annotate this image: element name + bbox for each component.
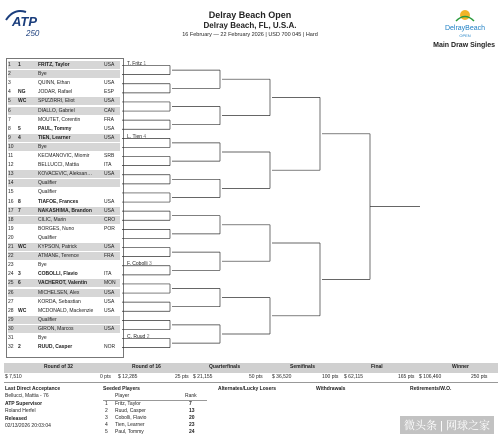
- player-country: USA: [104, 62, 115, 68]
- player-name: TIEN, Learner: [38, 134, 71, 141]
- draw-number: 32: [8, 344, 14, 351]
- player-country: SRB: [104, 153, 115, 159]
- player-country: ITA: [104, 162, 112, 169]
- seed-player: Cobolli, Flavio: [115, 415, 147, 421]
- prize-f: $ 62,115: [344, 374, 364, 380]
- player-name: Bye: [38, 262, 47, 269]
- player-country: USA: [104, 198, 115, 205]
- draw-number: 20: [8, 234, 14, 241]
- draw-seed: 7: [18, 207, 21, 214]
- draw-number: 10: [8, 143, 14, 150]
- player-name: KOVACEVIC, Aleksan…: [38, 171, 93, 178]
- draw-seed: 6: [18, 280, 21, 287]
- player-name: KECMANOVIC, Miomir: [38, 153, 90, 159]
- draw-number: 22: [8, 253, 14, 260]
- player-name: KORDA, Sebastian: [38, 298, 81, 305]
- seeded-title: Seeded Players: [103, 386, 140, 392]
- delray-logo-text: DelrayBeach: [444, 25, 486, 32]
- player-country: USA: [104, 134, 115, 141]
- watermark: 微头条 | 网球之家: [400, 416, 494, 434]
- player-name: SPIZZIRRI, Eliot: [38, 98, 75, 105]
- draw-number: 13: [8, 171, 14, 178]
- draw-seed: 8: [18, 198, 21, 205]
- retirements-title: Retirements/W.O.: [410, 386, 452, 392]
- player-name: MICHELSEN, Alex: [38, 289, 80, 296]
- seeded-row: [103, 422, 207, 429]
- player-name: MCDONALD, Mackenzie: [38, 307, 94, 314]
- player-name: DIALLO, Gabriel: [38, 107, 75, 114]
- player-name: Qualifier: [38, 234, 57, 241]
- draw-number: 4: [8, 89, 11, 96]
- draw-number: 3: [8, 80, 11, 87]
- player-country: NOR: [104, 344, 116, 351]
- player-country: CRO: [104, 216, 116, 223]
- seed-rank: 20: [189, 415, 195, 421]
- atp-logo-text: ATP: [12, 14, 38, 29]
- draw-seed: WC: [18, 307, 27, 314]
- r2-winner-1: T. Fritz 1: [127, 61, 147, 67]
- player-name: MOUTET, Corentin: [38, 116, 81, 123]
- player-name: ATMANE, Terence: [38, 253, 79, 260]
- seed-number: 2: [105, 408, 108, 414]
- points-sf: 100 pts: [322, 374, 339, 380]
- released-title: Released: [5, 416, 27, 422]
- seed-player: Paul, Tommy: [115, 429, 144, 435]
- points-f: 165 pts: [398, 374, 415, 380]
- alternates-title: Alternates/Lucky Losers: [218, 386, 277, 392]
- round-header-w: Winner: [452, 364, 469, 370]
- draw-number: 12: [8, 162, 14, 169]
- prize-r32: $ 7,510: [5, 374, 22, 380]
- player-name: KYPSON, Patrick: [38, 244, 77, 250]
- prize-sf: $ 36,520: [272, 374, 292, 380]
- rounds-bar: [4, 363, 498, 373]
- player-country: USA: [104, 325, 115, 332]
- tournament-location: Delray Beach, FL, U.S.A.: [203, 21, 297, 30]
- seed-rank: 7: [189, 401, 192, 407]
- seeded-row: [103, 401, 207, 408]
- draw-seed: 4: [18, 134, 21, 141]
- draw-number: 28: [8, 307, 14, 314]
- draw-seed: NG: [18, 89, 26, 96]
- seed-player: Tien, Learner: [115, 422, 145, 428]
- player-name: BELLUCCI, Mattia: [38, 162, 79, 169]
- player-country: USA: [104, 207, 115, 214]
- atp-logo-250: 250: [26, 29, 40, 38]
- draw-seed: WC: [18, 98, 27, 105]
- player-name: COBOLLI, Flavio: [38, 271, 78, 278]
- r2-winner-2: L. Tien 4: [127, 134, 147, 140]
- seed-rank: 24: [189, 429, 195, 435]
- draw-number: 8: [8, 125, 11, 132]
- player-country: USA: [104, 244, 115, 250]
- player-country: CAN: [104, 107, 115, 114]
- draw-number: 30: [8, 325, 14, 332]
- player-country: USA: [104, 98, 115, 105]
- draw-seed: 1: [18, 62, 21, 68]
- draw-number: 14: [8, 180, 14, 187]
- player-country: USA: [104, 171, 115, 178]
- player-name: RUUD, Casper: [38, 344, 73, 351]
- draw-number: 21: [8, 244, 14, 250]
- points-r32: 0 pts: [100, 374, 111, 380]
- seed-number: 5: [105, 429, 108, 435]
- seed-number: 1: [105, 401, 108, 407]
- player-name: CILIC, Marin: [38, 216, 67, 223]
- section-title: Main Draw Singles: [433, 42, 495, 49]
- round-header-r32: Round of 32: [44, 364, 73, 370]
- seeded-header: [103, 393, 207, 401]
- round-header-qf: Quarterfinals: [209, 364, 241, 370]
- draw-number: 5: [8, 98, 11, 105]
- draw-number: 2: [8, 71, 11, 78]
- player-name: Bye: [38, 71, 47, 78]
- player-name: Bye: [38, 143, 47, 150]
- draw-number: 24: [8, 271, 14, 278]
- draw-number: 15: [8, 189, 14, 196]
- lda-title: Last Direct Acceptance: [5, 386, 61, 392]
- released-value: 02/13/2026 20:03:04: [5, 423, 51, 429]
- player-name: QUINN, Ethan: [38, 80, 70, 87]
- prize-w: $ 106,460: [419, 374, 442, 380]
- divider: [4, 382, 498, 383]
- round-header-f: Final: [371, 364, 383, 370]
- draw-number: 29: [8, 316, 14, 323]
- draw-number: 11: [8, 153, 14, 159]
- player-country: USA: [104, 289, 115, 296]
- player-country: MON: [104, 280, 116, 287]
- draw-number: 1: [8, 62, 11, 68]
- seeded-row: [103, 415, 207, 422]
- seeded-col-rank: Rank: [185, 393, 197, 399]
- player-name: Qualifier: [38, 189, 57, 196]
- tournament-title: Delray Beach Open: [208, 10, 292, 20]
- player-name: JODAR, Rafael: [38, 89, 73, 96]
- points-w: 250 pts: [471, 374, 488, 380]
- r2-winner-4: C. Ruud 2: [127, 334, 150, 340]
- supervisor-name: Roland Herfel: [5, 408, 36, 414]
- player-name: TIAFOE, Frances: [38, 198, 79, 205]
- draw-number: 7: [8, 116, 11, 123]
- draw-seed: 2: [18, 344, 21, 351]
- player-name: PAUL, Tommy: [38, 125, 72, 132]
- supervisor-title: ATP Supervisor: [5, 401, 43, 407]
- player-name: BORGES, Nuno: [38, 225, 75, 232]
- player-country: FRA: [104, 253, 114, 260]
- draw-number: 16: [8, 198, 14, 205]
- player-country: USA: [104, 80, 115, 87]
- points-qf: 50 pts: [249, 374, 263, 380]
- player-country: FRA: [104, 116, 114, 123]
- draw-seed: 5: [18, 125, 21, 132]
- draw-number: 6: [8, 107, 11, 114]
- player-country: USA: [104, 298, 115, 305]
- draw-seed: WC: [18, 244, 27, 250]
- player-name: Qualifier: [38, 180, 57, 187]
- round-header-sf: Semifinals: [290, 364, 316, 370]
- draw-number: 26: [8, 289, 14, 296]
- player-name: NAKASHIMA, Brandon: [38, 207, 92, 214]
- tournament-info: 16 February — 22 February 2026 | USD 700 045 | Hard: [182, 32, 318, 38]
- player-country: USA: [104, 125, 115, 132]
- draw-number: 17: [8, 207, 14, 214]
- player-country: POR: [104, 225, 115, 232]
- points-r16: 25 pts: [175, 374, 189, 380]
- seed-player: Ruud, Casper: [115, 408, 146, 414]
- r2-winner-3: F. Cobolli 3: [127, 261, 152, 267]
- lda-value: Bellucci, Mattia - 76: [5, 393, 49, 399]
- withdrawals-title: Withdrawals: [316, 386, 346, 392]
- seed-number: 3: [105, 415, 108, 421]
- draw-number: 9: [8, 134, 11, 141]
- player-name: FRITZ, Taylor: [38, 62, 70, 68]
- seed-rank: 13: [189, 408, 195, 414]
- draw-number: 18: [8, 216, 14, 223]
- draw-number: 25: [8, 280, 14, 287]
- draw-number: 19: [8, 225, 14, 232]
- draw-number: 27: [8, 298, 14, 305]
- draw-number: 31: [8, 335, 14, 341]
- seeded-row: [103, 408, 207, 415]
- player-name: Qualifier: [38, 316, 57, 323]
- prize-qf: $ 21,155: [193, 374, 213, 380]
- seeded-row: [103, 429, 207, 436]
- delray-logo-sub: OPEN: [459, 33, 471, 38]
- player-country: ITA: [104, 271, 112, 278]
- player-country: USA: [104, 307, 115, 314]
- seeded-col-player: Player: [115, 393, 130, 399]
- prize-r16: $ 12,285: [118, 374, 138, 380]
- round-header-r16: Round of 16: [132, 364, 161, 370]
- seed-number: 4: [105, 422, 108, 428]
- seed-rank: 23: [189, 422, 195, 428]
- draw-number: 23: [8, 262, 14, 269]
- draw-seed: 3: [18, 271, 21, 278]
- player-name: Bye: [38, 335, 47, 341]
- seed-player: Fritz, Taylor: [115, 401, 141, 407]
- player-name: VACHEROT, Valentin: [38, 280, 88, 287]
- player-name: GIRON, Marcos: [38, 325, 74, 332]
- player-country: ESP: [104, 89, 115, 96]
